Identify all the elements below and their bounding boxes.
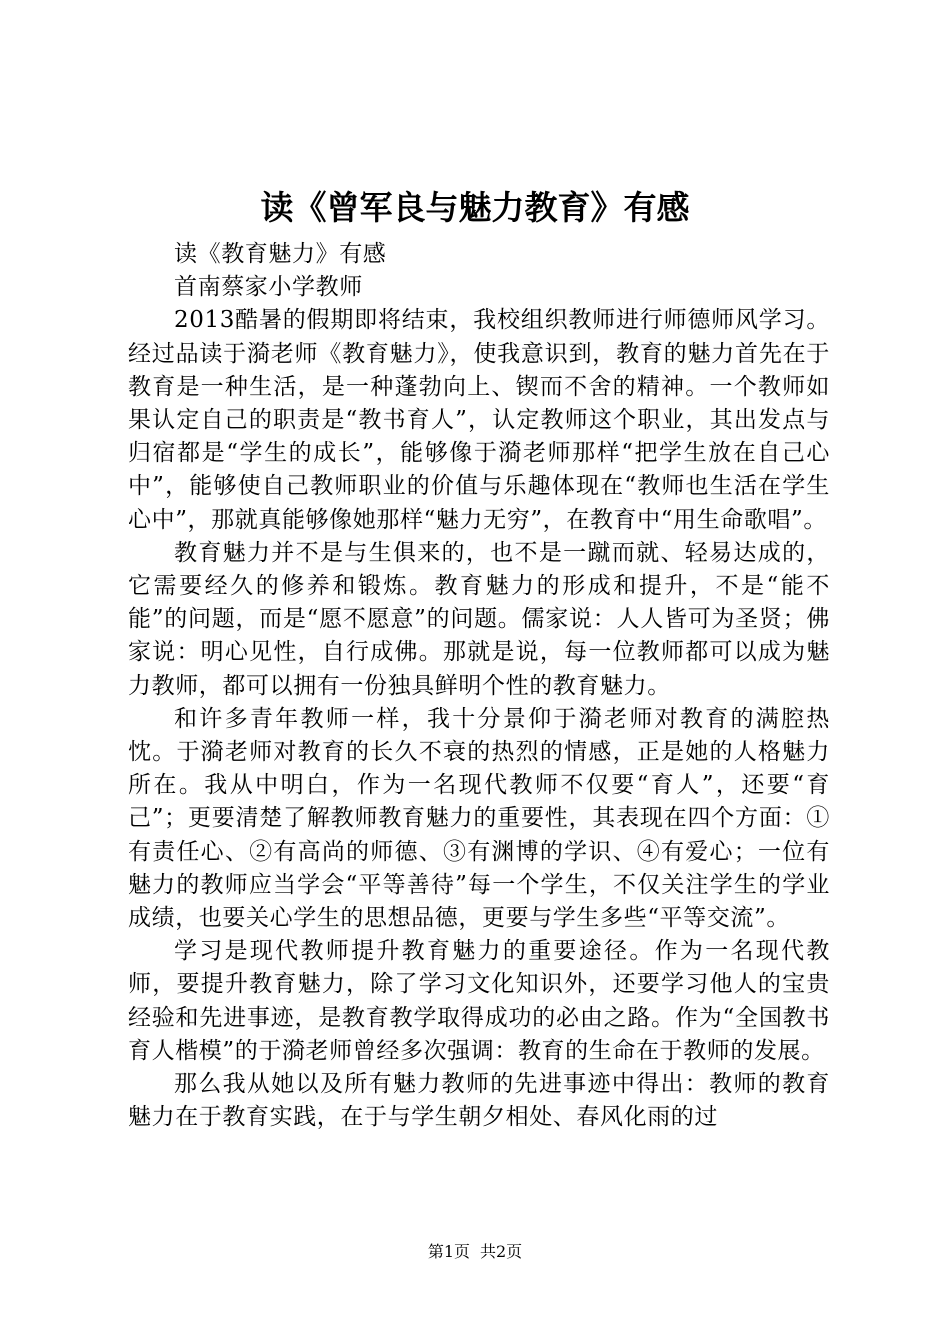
paragraph: 那么我从她以及所有魅力教师的先进事迹中得出：教师的教育魅力在于教育实践，在于与学生朝夕相处、春风化雨的过: [128, 1071, 830, 1131]
page-footer: [0, 1240, 950, 1264]
paragraph: 2013酷暑的假期即将结束，我校组织教师进行师德师风学习。经过品读于漪老师《教育魅力》，使我意识到，教育的魅力首先在于教育是一种生活，是一种蓬勃向上、锲而不舍的精神。一个教师如果认定自己的职责是“教书育人”，认定教师这个职业，其出发点与归宿都是“学生的成长”，能够像于漪老师那样“把学生放在自己心中”，能够使自己教师职业的价值与乐趣体现在“教师也生活在学生心中”，那就真能够像她那样“魅力无穷”，在教育中“用生命歌唱”。: [128, 307, 830, 533]
subtitle: 读《教育魅力》有感: [174, 241, 387, 267]
paragraph: 学习是现代教师提升教育魅力的重要途径。作为一名现代教师，要提升教育魅力，除了学习文化知识外，还要学习他人的宝贵经验和先进事迹，是教育教学取得成功的必由之路。作为“全国教书育人楷模”的于漪老师曾经多次强调：教育的生命在于教师的发展。: [128, 938, 830, 1064]
author-line: 首南蔡家小学教师: [174, 274, 363, 301]
page-number-current: 第1页: [427, 1242, 470, 1261]
paragraph: 和许多青年教师一样，我十分景仰于漪老师对教育的满腔热忱。于漪老师对教育的长久不衰的热烈的情感，正是她的人格魅力所在。我从中明白，作为一名现代教师不仅要“育人”，还要“育己”；更要清楚了解教师教育魅力的重要性，其表现在四个方面：①有责任心、②有高尚的师德、③有渊博的学识、④有爱心；一位有魅力的教师应当学会“平等善待”每一个学生，不仅关注学生的学业成绩，也要关心学生的思想品德，更要与学生多些“平等交流”。: [128, 705, 830, 932]
document-title: 读《曾军良与魅力教育》有感: [260, 188, 690, 227]
page-number-total: 共2页: [480, 1242, 523, 1261]
paragraph: 教育魅力并不是与生俱来的，也不是一蹴而就、轻易达成的，它需要经久的修养和锻炼。教育魅力的形成和提升，不是“能不能”的问题，而是“愿不愿意”的问题。儒家说：人人皆可为圣贤；佛家说：明心见性，自行成佛。那就是说，每一位教师都可以成为魅力教师，都可以拥有一份独具鲜明个性的教育魅力。: [128, 539, 830, 699]
document-body: [128, 238, 830, 1134]
